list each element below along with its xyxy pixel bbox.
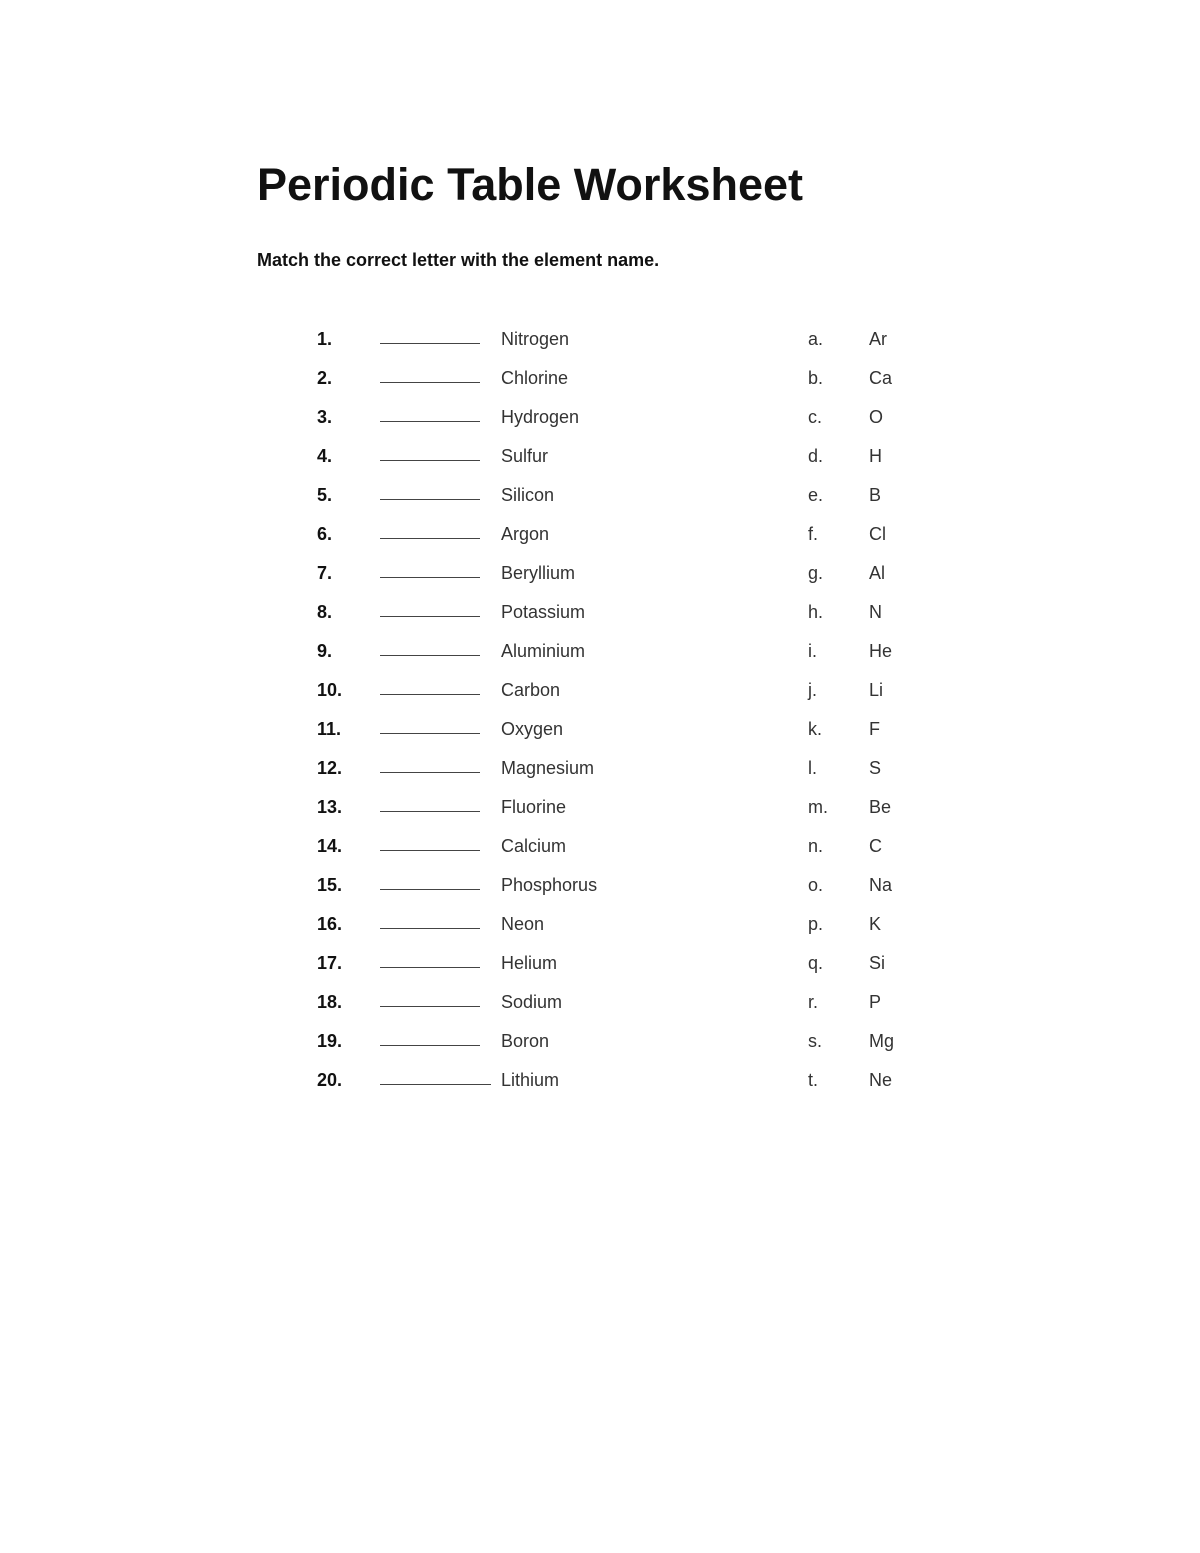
element-name: Phosphorus [501,875,598,895]
option-letter: r. [808,992,819,1012]
answer-blank[interactable] [380,772,480,773]
item-number: 1. [317,329,333,349]
item-number: 8. [317,602,333,622]
item-number: 13. [317,797,343,817]
match-row [0,559,1200,587]
element-symbol: P [869,992,882,1012]
match-row [0,598,1200,626]
element-name: Hydrogen [501,407,580,427]
item-number: 16. [317,914,343,934]
element-name: Helium [501,953,558,973]
item-number: 17. [317,953,343,973]
item-number: 6. [317,524,333,544]
option-letter: l. [808,758,817,778]
element-name: Beryllium [501,563,576,583]
match-row [0,754,1200,782]
answer-blank[interactable] [380,850,480,851]
element-symbol: He [869,641,893,661]
match-row [0,988,1200,1016]
option-letter: i. [808,641,817,661]
match-row [0,1066,1200,1094]
match-row [0,364,1200,392]
element-symbol: Si [869,953,886,973]
item-number: 18. [317,992,343,1012]
option-letter: n. [808,836,824,856]
element-symbol: Ar [869,329,887,349]
page-title: Periodic Table Worksheet [257,159,803,210]
element-name: Boron [501,1031,550,1051]
item-number: 5. [317,485,333,505]
option-letter: b. [808,368,824,388]
item-number: 14. [317,836,343,856]
option-letter: c. [808,407,823,427]
match-row [0,676,1200,704]
match-row [0,793,1200,821]
answer-blank[interactable] [380,382,480,383]
match-row [0,715,1200,743]
match-row [0,442,1200,470]
option-letter: a. [808,329,824,349]
match-row [0,910,1200,938]
element-symbol: K [869,914,882,934]
element-name: Calcium [501,836,567,856]
element-name: Silicon [501,485,555,505]
element-symbol: H [869,446,882,466]
element-name: Magnesium [501,758,595,778]
option-letter: d. [808,446,824,466]
item-number: 3. [317,407,333,427]
element-name: Fluorine [501,797,567,817]
answer-blank[interactable] [380,928,480,929]
element-symbol: B [869,485,882,505]
answer-blank[interactable] [380,1045,480,1046]
element-symbol: Ca [869,368,893,388]
answer-blank[interactable] [380,655,480,656]
answer-blank[interactable] [380,499,480,500]
answer-blank[interactable] [380,616,480,617]
instructions: Match the correct letter with the element name. [257,250,660,270]
element-name: Aluminium [501,641,586,661]
element-symbol: O [869,407,884,427]
item-number: 9. [317,641,333,661]
element-name: Oxygen [501,719,564,739]
answer-blank[interactable] [380,343,480,344]
answer-blank[interactable] [380,577,480,578]
option-letter: t. [808,1070,819,1090]
element-symbol: Na [869,875,893,895]
match-row [0,481,1200,509]
element-symbol: Be [869,797,892,817]
item-number: 11. [317,719,342,739]
item-number: 19. [317,1031,343,1051]
match-row [0,949,1200,977]
element-symbol: Li [869,680,884,700]
element-name: Lithium [501,1070,560,1090]
element-name: Sulfur [501,446,549,466]
item-number: 7. [317,563,333,583]
option-letter: g. [808,563,824,583]
element-symbol: S [869,758,882,778]
match-row [0,832,1200,860]
answer-blank[interactable] [380,460,480,461]
option-letter: f. [808,524,819,544]
option-letter: q. [808,953,824,973]
option-letter: h. [808,602,824,622]
item-number: 20. [317,1070,343,1090]
element-name: Carbon [501,680,561,700]
element-symbol: N [869,602,882,622]
element-name: Chlorine [501,368,569,388]
element-name: Nitrogen [501,329,570,349]
answer-blank[interactable] [380,811,480,812]
answer-blank[interactable] [380,421,480,422]
option-letter: j. [808,680,817,700]
match-row [0,637,1200,665]
answer-blank[interactable] [380,538,480,539]
answer-blank[interactable] [380,967,480,968]
option-letter: e. [808,485,824,505]
match-row [0,325,1200,353]
element-name: Potassium [501,602,586,622]
item-number: 10. [317,680,343,700]
element-symbol: C [869,836,882,856]
option-letter: o. [808,875,824,895]
match-row [0,403,1200,431]
element-symbol: Mg [869,1031,895,1051]
option-letter: k. [808,719,823,739]
answer-blank[interactable] [380,694,480,695]
answer-blank[interactable] [380,733,480,734]
option-letter: p. [808,914,824,934]
element-symbol: Ne [869,1070,893,1090]
item-number: 2. [317,368,333,388]
element-symbol: F [869,719,880,739]
match-row [0,520,1200,548]
answer-blank[interactable] [380,1006,480,1007]
answer-blank[interactable] [380,1084,491,1085]
match-row [0,871,1200,899]
option-letter: s. [808,1031,823,1051]
element-symbol: Al [869,563,886,583]
element-name: Neon [501,914,545,934]
option-letter: m. [808,797,828,817]
answer-blank[interactable] [380,889,480,890]
item-number: 12. [317,758,343,778]
element-name: Argon [501,524,550,544]
item-number: 15. [317,875,343,895]
element-name: Sodium [501,992,563,1012]
match-row [0,1027,1200,1055]
item-number: 4. [317,446,333,466]
element-symbol: Cl [869,524,886,544]
